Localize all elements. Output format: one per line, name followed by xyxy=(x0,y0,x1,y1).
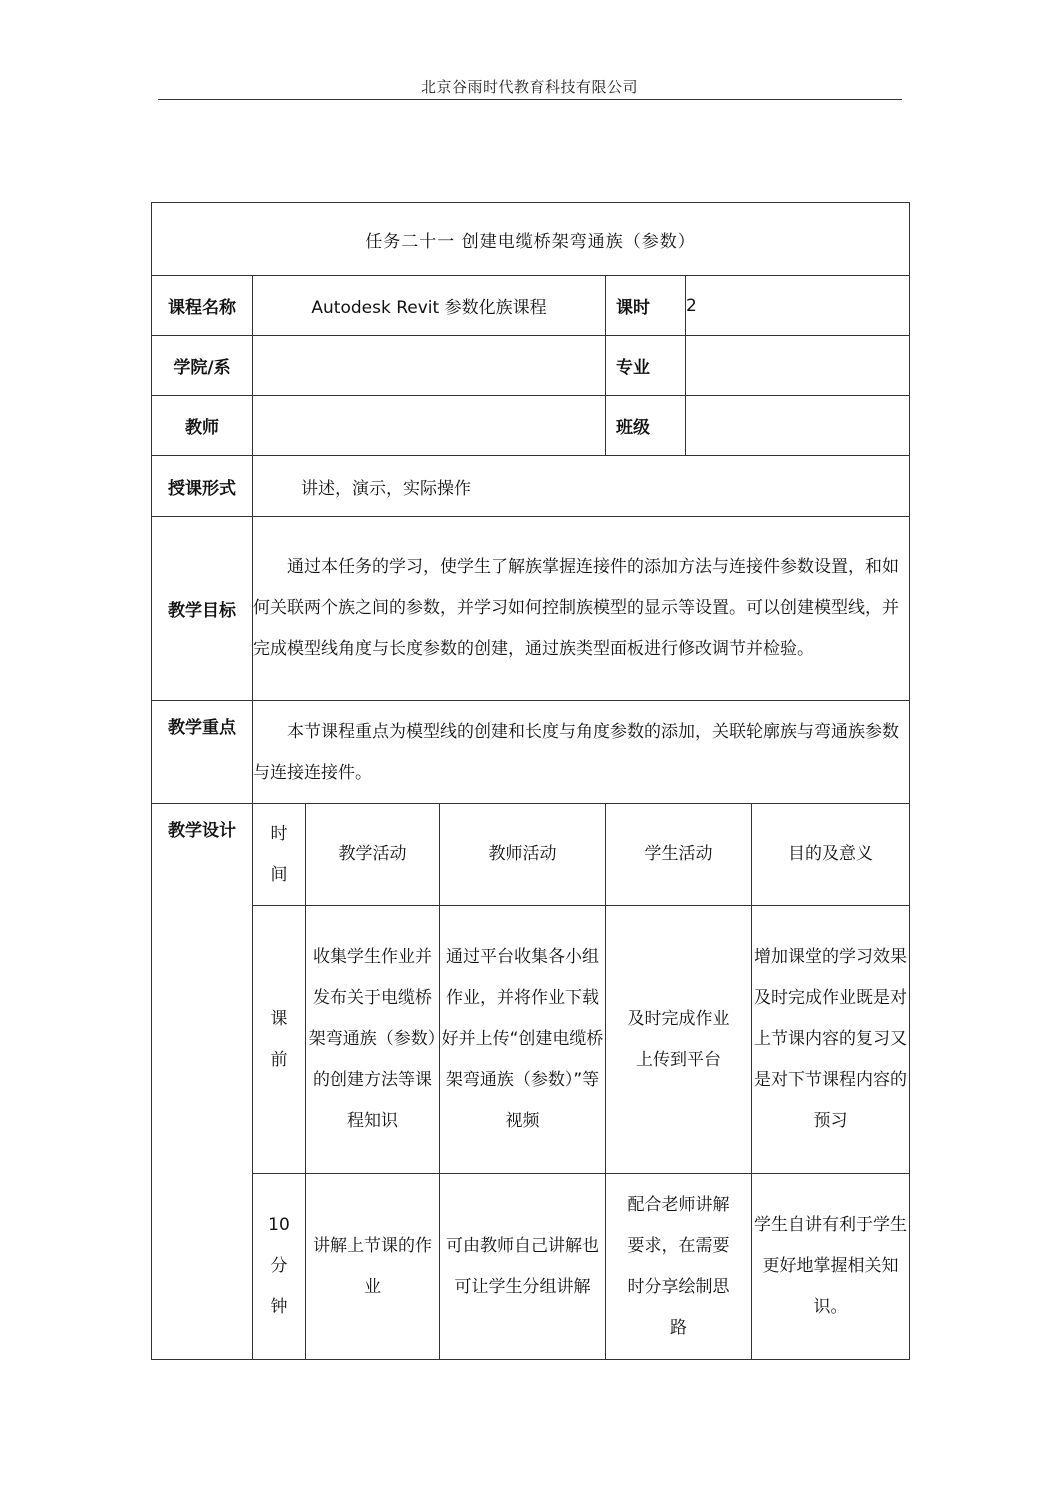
teacher-value xyxy=(253,396,606,456)
row-student: 配合老师讲解要求，在需要时分享绘制思路 xyxy=(606,1174,752,1360)
design-header-purpose: 目的及意义 xyxy=(752,804,910,906)
design-header-row xyxy=(152,804,910,906)
format-row xyxy=(152,456,910,517)
major-label: 专业 xyxy=(606,336,686,396)
college-row xyxy=(152,336,910,396)
focus-text: 本节课程重点为模型线的创建和长度与角度参数的添加，关联轮廓族与弯通族参数与连接连接件。 xyxy=(253,701,910,804)
row-time: 10分钟 xyxy=(253,1174,306,1360)
class-label: 班级 xyxy=(606,396,686,456)
format-value: 讲述，演示，实际操作 xyxy=(253,456,910,517)
focus-row xyxy=(152,701,910,804)
document-title: 任务二十一 创建电缆桥架弯通族（参数） xyxy=(152,203,910,276)
title-row xyxy=(152,203,910,276)
goals-label: 教学目标 xyxy=(152,517,253,701)
row-activity: 收集学生作业并发布关于电缆桥架弯通族（参数）的创建方法等课程知识 xyxy=(306,906,440,1174)
design-header-time: 时间 xyxy=(253,804,306,906)
row-student: 及时完成作业上传到平台 xyxy=(606,906,752,1174)
format-label: 授课形式 xyxy=(152,456,253,517)
course-name-value: Autodesk Revit 参数化族课程 xyxy=(253,276,606,336)
hours-value: 2 xyxy=(686,276,910,336)
teacher-label: 教师 xyxy=(152,396,253,456)
hours-label: 课时 xyxy=(606,276,686,336)
goals-text: 通过本任务的学习，使学生了解族掌握连接件的添加方法与连接件参数设置，和如何关联两个族之间的参数，并学习如何控制族模型的显示等设置。可以创建模型线，并完成模型线角度与长度参数的创建，通过族类型面板进行修改调节并检验。 xyxy=(253,517,910,701)
college-value xyxy=(253,336,606,396)
company-header: 北京谷雨时代教育科技有限公司 xyxy=(420,78,638,96)
lesson-plan-table xyxy=(151,202,910,1360)
class-value xyxy=(686,396,910,456)
row-purpose: 增加课堂的学习效果及时完成作业既是对上节课内容的复习又是对下节课程内容的预习 xyxy=(752,906,910,1174)
header-divider xyxy=(158,99,902,100)
course-name-label: 课程名称 xyxy=(152,276,253,336)
row-purpose: 学生自讲有利于学生更好地掌握相关知识。 xyxy=(752,1174,910,1360)
teacher-row xyxy=(152,396,910,456)
course-row xyxy=(152,276,910,336)
design-header-student: 学生活动 xyxy=(606,804,752,906)
row-time: 课前 xyxy=(253,906,306,1174)
design-label: 教学设计 xyxy=(152,804,253,1360)
table-row xyxy=(152,1174,910,1360)
table-row xyxy=(152,906,910,1174)
design-header-teacher: 教师活动 xyxy=(440,804,606,906)
major-value xyxy=(686,336,910,396)
row-activity: 讲解上节课的作业 xyxy=(306,1174,440,1360)
focus-label: 教学重点 xyxy=(152,701,253,804)
design-header-activity: 教学活动 xyxy=(306,804,440,906)
college-label: 学院/系 xyxy=(152,336,253,396)
row-teacher: 通过平台收集各小组作业，并将作业下载好并上传“创建电缆桥架弯通族（参数）”等视频 xyxy=(440,906,606,1174)
row-teacher: 可由教师自己讲解也可让学生分组讲解 xyxy=(440,1174,606,1360)
goals-row xyxy=(152,517,910,701)
